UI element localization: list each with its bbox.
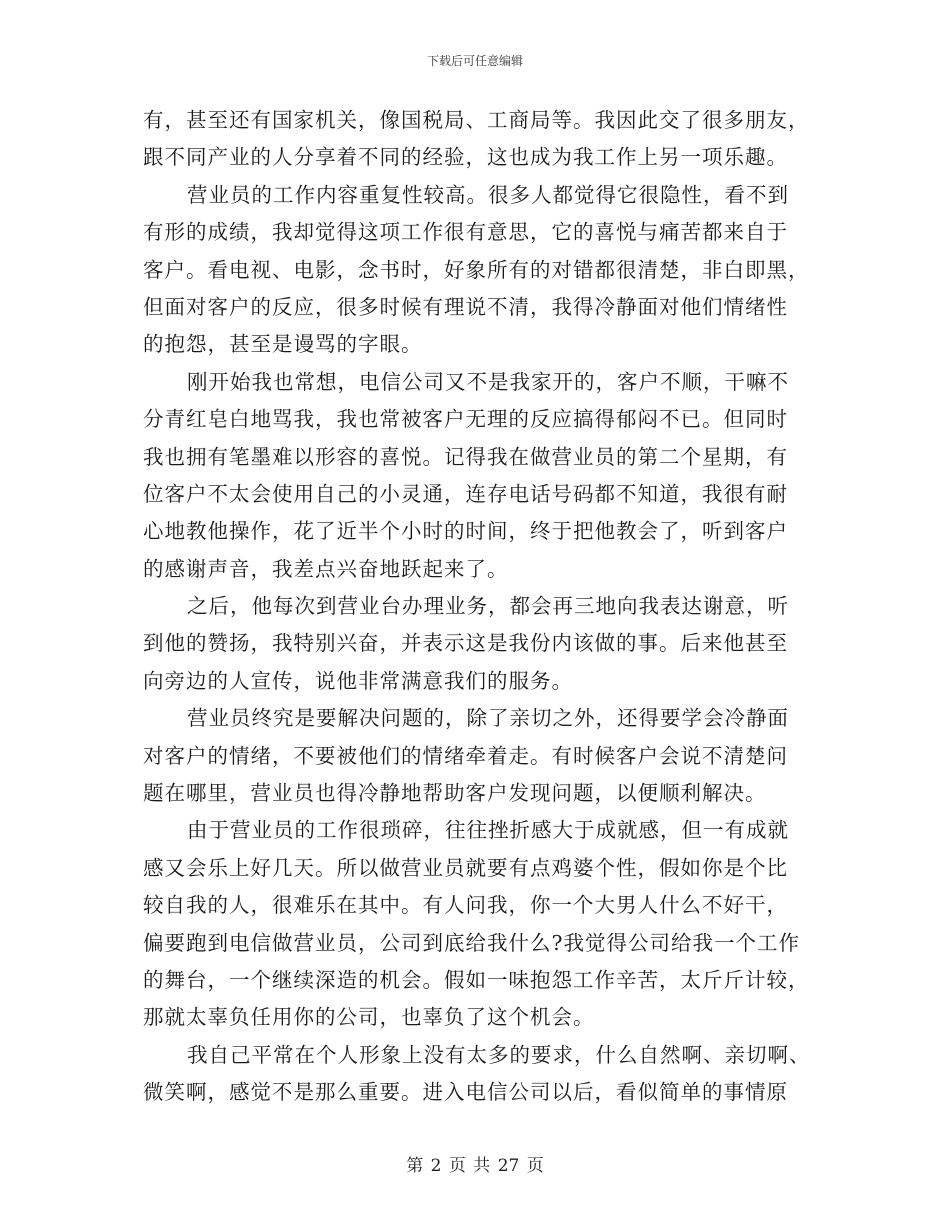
paragraph: [143, 1037, 811, 1112]
text-line: 位客户不太会使用自己的小灵通，连存电话号码都不知道，我很有耐: [143, 481, 788, 506]
text-line: 跟不同产业的人分享着不同的经验，这也成为我工作上另一项乐趣。: [143, 145, 788, 170]
paragraph: [143, 177, 810, 364]
text-line: 由于营业员的工作很琐碎，往往挫折感大于成就感，但一有成就: [187, 818, 789, 843]
text-line: 但面对客户的反应，很多时候有理说不清，我得冷静面对他们情绪性: [143, 294, 788, 319]
text-line: 那就太辜负任用你的公司，也辜负了这个机会。: [143, 1005, 595, 1030]
text-line: 偏要跑到电信做营业员，公司到底给我什么?我觉得公司给我一个工作: [143, 930, 800, 955]
text-line: 营业员的工作内容重复性较高。很多人都觉得它很隐性，看不到: [187, 182, 789, 207]
text-line: 到他的赞扬，我特别兴奋，并表示这是我份内该做的事。后来他甚至: [143, 631, 788, 656]
paragraph: [143, 102, 810, 177]
text-line: 我自己平常在个人形象上没有太多的要求，什么自然啊、亲切啊、: [187, 1042, 811, 1067]
text-line: 对客户的情绪，不要被他们的情绪牵着走。有时候客户会说不清楚问: [143, 743, 788, 768]
paragraph: [143, 700, 803, 812]
text-line: 之后，他每次到营业台办理业务，都会再三地向我表达谢意，听: [187, 594, 789, 619]
page-number: 第 2 页 共 27 页: [406, 1156, 544, 1176]
text-line: 我也拥有笔墨难以形容的喜悦。记得我在做营业员的第二个星期，有: [143, 444, 788, 469]
text-line: 的舞台，一个继续深造的机会。假如一味抱怨工作辛苦，太斤斤计较，: [143, 967, 810, 992]
text-line: 的感谢声音，我差点兴奋地跃起来了。: [143, 556, 509, 581]
text-line: 营业员终究是要解决问题的，除了亲切之外，还得要学会冷静面: [187, 706, 789, 731]
paragraph: [143, 588, 803, 700]
paragraph: [143, 812, 810, 1036]
document-body: [143, 102, 811, 1112]
text-line: 分青红皂白地骂我，我也常被客户无理的反应搞得郁闷不已。但同时: [143, 407, 788, 432]
text-line: 微笑啊，感觉不是那么重要。进入电信公司以后，看似简单的事情原: [143, 1080, 788, 1105]
text-line: 向旁边的人宣传，说他非常满意我们的服务。: [143, 668, 573, 693]
text-line: 有形的成绩，我却觉得这项工作很有意思，它的喜悦与痛苦都来自于: [143, 220, 788, 245]
text-line: 感又会乐上好几天。所以做营业员就要有点鸡婆个性，假如你是个比: [143, 855, 788, 880]
text-line: 的抱怨，甚至是谩骂的字眼。: [143, 332, 423, 357]
text-line: 刚开始我也常想，电信公司又不是我家开的，客户不顺，干嘛不: [187, 369, 789, 394]
text-line: 题在哪里，营业员也得冷静地帮助客户发现问题，以便顺利解决。: [143, 781, 767, 806]
page-header-note: 下载后可任意编辑: [426, 54, 523, 68]
text-line: 心地教他操作，花了近半个小时的时间，终于把他教会了，听到客户: [143, 519, 788, 544]
text-line: 有，甚至还有国家机关，像国税局、工商局等。我因此交了很多朋友，: [143, 108, 810, 132]
text-line: 较自我的人，很难乐在其中。有人问我，你一个大男人什么不好干，: [143, 893, 788, 918]
paragraph: [143, 364, 803, 588]
text-line: 客户。看电视、电影，念书时，好象所有的对错都很清楚，非白即黑，: [143, 257, 810, 282]
